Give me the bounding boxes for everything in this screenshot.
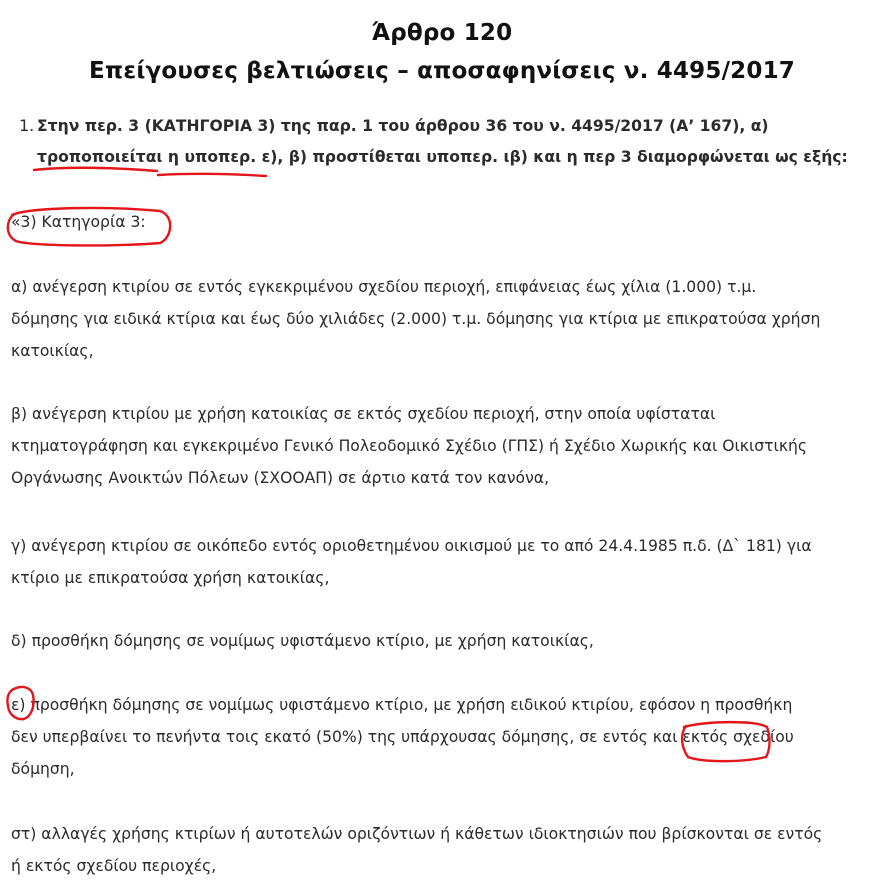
article-title: Άρθρο 120 <box>371 20 513 46</box>
category-heading: «3) Κατηγορία 3: <box>11 213 146 231</box>
item-number: 1. <box>19 116 35 135</box>
paragraph-b-line: β) ανέγερση κτιρίου με χρήση κατοικίας σε εκτός σχεδίου περιοχή, στην οποία υφίσταται <box>11 405 716 423</box>
paragraph-e-line: ε) προσθήκη δόμησης σε νομίμως υφιστάμενο κτίριο, με χρήση ειδικού κτιρίου, εφόσον η προσθήκη <box>11 696 793 714</box>
paragraph-f-line: στ) αλλαγές χρήσης κτιρίων ή αυτοτελών οριζόντιων ή κάθετων ιδιοκτησιών που βρίσκονται σε εντός <box>11 825 823 843</box>
article-subtitle: Επείγουσες βελτιώσεις – αποσαφηνίσεις ν. 4495/2017 <box>89 58 795 84</box>
paragraph-a-line: δόμησης για ειδικά κτίρια και έως δύο χιλιάδες (2.000) τ.μ. δόμησης για κτίρια με επικρατούσα χρήση <box>11 310 821 328</box>
paragraph-b-line: Οργάνωσης Ανοικτών Πόλεων (ΣΧΟΟΑΠ) σε άρτιο κατά τον κανόνα, <box>11 469 550 487</box>
paragraph-e-line: δόμηση, <box>11 760 75 778</box>
paragraph-c-line: κτίριο με επικρατούσα χρήση κατοικίας, <box>11 569 330 587</box>
paragraph-d-line: δ) προσθήκη δόμησης σε νομίμως υφιστάμενο κτίριο, με χρήση κατοικίας, <box>11 632 594 650</box>
underline-mark <box>34 168 157 171</box>
paragraph-b-line: κτηματογράφηση και εγκεκριμένο Γενικό Πολεοδομικό Σχέδιο (ΓΠΣ) ή Σχέδιο Χωρικής και Οικιστικής <box>11 437 808 455</box>
underline-mark <box>158 174 266 176</box>
item-text-line: τροποποιείται η υποπερ. ε), β) προστίθεται υποπερ. ιβ) και η περ 3 διαμορφώνεται ως εξής: <box>37 148 848 166</box>
item-text-line: Στην περ. 3 (ΚΑΤΗΓΟΡΙΑ 3) της παρ. 1 του άρθρου 36 του ν. 4495/2017 (Α’ 167), α) <box>37 117 769 135</box>
paragraph-c-line: γ) ανέγερση κτιρίου σε οικόπεδο εντός οριοθετημένου οικισμού με το από 24.4.1985 π.δ. (Δ` 181) για <box>11 537 812 555</box>
paragraph-f-line: ή εκτός σχεδίου περιοχές, <box>11 857 217 875</box>
paragraph-a-line: α) ανέγερση κτιρίου σε εντός εγκεκριμένου σχεδίου περιοχή, επιφάνειας έως χίλια (1.000) τ.μ. <box>11 278 757 296</box>
paragraph-e-line: δεν υπερβαίνει το πενήντα τοις εκατό (50%) της υπάρχουσας δόμησης, σε εντός και εκτός σχεδίου <box>11 728 794 746</box>
paragraph-a-line: κατοικίας, <box>11 342 94 360</box>
